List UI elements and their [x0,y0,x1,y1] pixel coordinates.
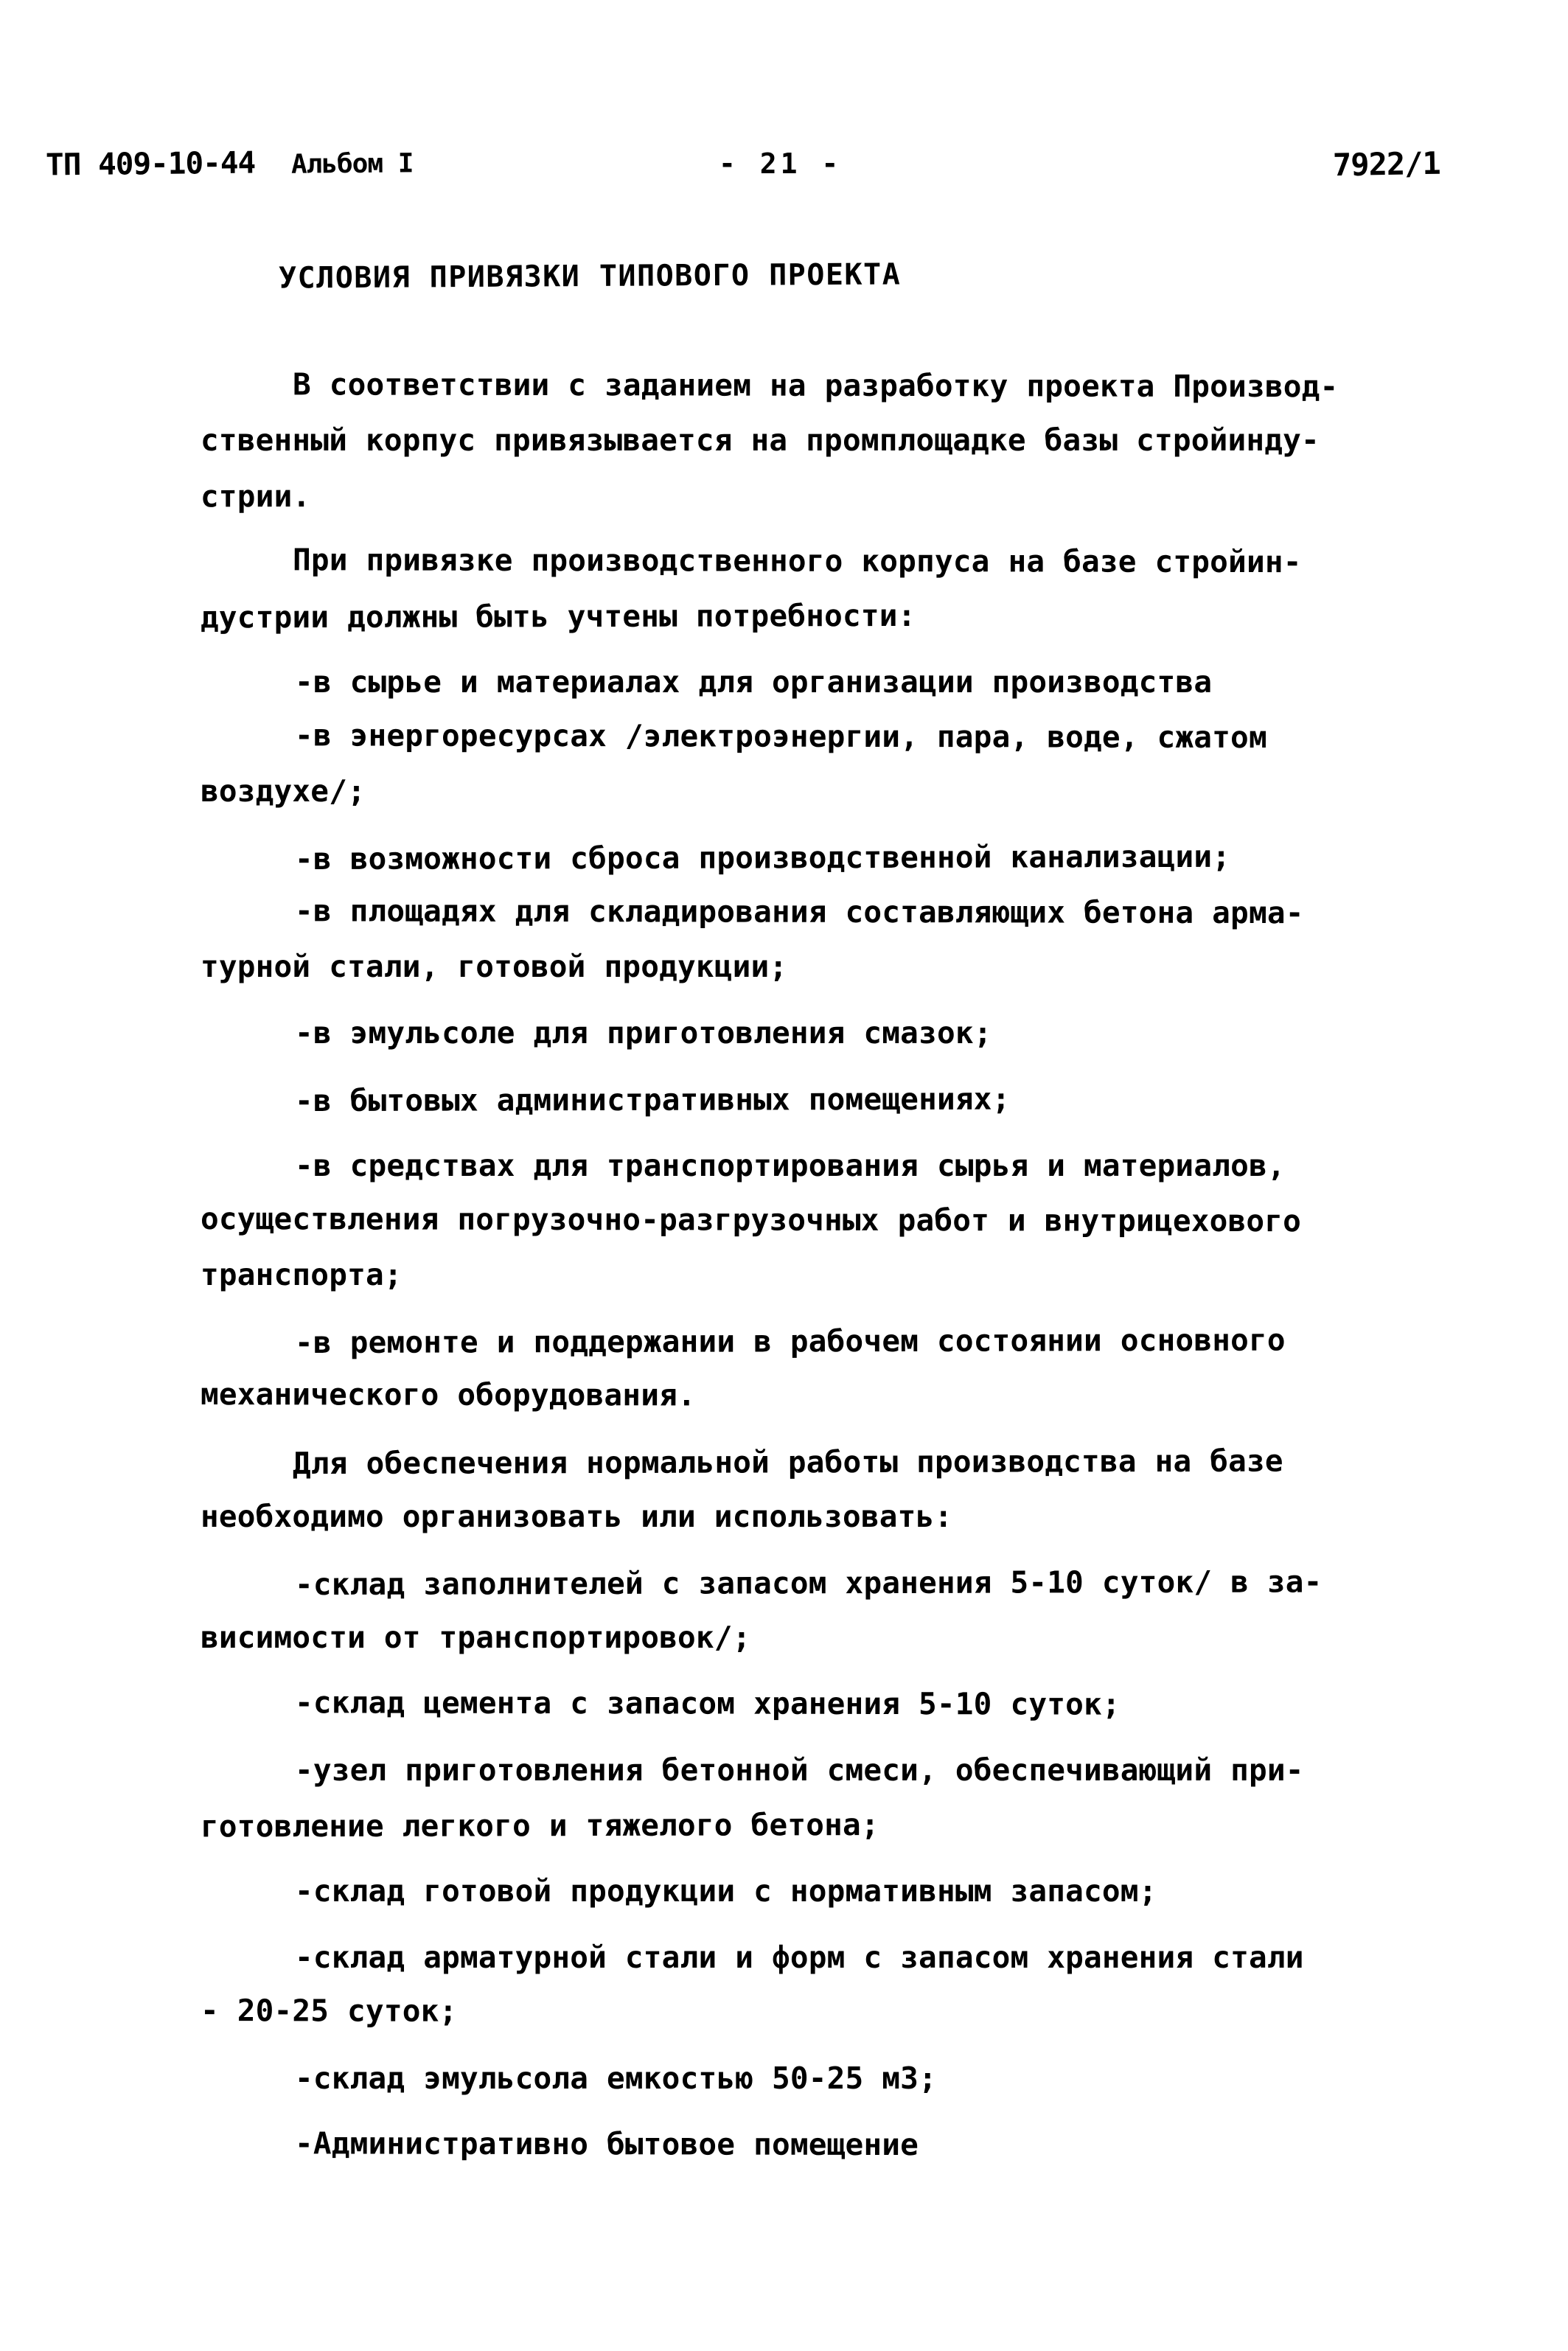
line-spacer [0,1731,1568,1743]
document-code: ТП 409-10-44 [45,144,256,183]
list-item-line: -склад заполнителей с запасом хранения 5-10 суток/ в за- [294,1564,1323,1603]
list-item-line: -склад готовой продукции с нормативным запасом; [295,1873,1157,1909]
list-item-line: -склад арматурной стали и форм с запасом хранения стали [295,1940,1304,1975]
continuation-line: механического оборудования. [200,1376,696,1413]
line-spacer [0,1918,1568,1930]
list-item-line: -в средствах для транспортирования сырья и материалов, [295,1148,1286,1183]
list-item-line: -в бытовых административных помещениях; [294,1081,1011,1119]
continuation-line: необходимо организовать или использовать: [201,1499,953,1534]
album-label: Альбом I [290,148,414,180]
list-item-line: -в возможности сброса производственной канализации; [294,838,1231,877]
page-number: - 21 - [719,147,843,180]
list-item-line: -склад эмульсола емкостью 50-25 м3; [295,2061,937,2096]
continuation-line: транспорта; [201,1257,403,1292]
list-item-line: -в эмульсоле для приготовления смазок; [295,1015,992,1051]
line-spacer [0,643,1568,655]
paragraph-line: В соответствии с заданием на разработку проекта Производ- [292,366,1339,405]
paragraph-line: Для обеспечения нормальной работы производства на базе [292,1443,1283,1482]
continuation-line: готовление легкого и тяжелого бетона; [200,1807,879,1845]
page-header [0,146,1568,198]
line-spacer [0,1126,1568,1138]
continuation-line: стрии. [200,478,311,515]
continuation-line: - 20-25 суток; [200,1993,458,2029]
list-item-line: -в ремонте и поддержании в рабочем состоянии основного [294,1322,1286,1361]
line-spacer [0,1852,1568,1864]
paragraph-line: При привязке производственного корпуса на базе стройин- [292,542,1302,580]
continuation-line: висимости от транспортировок/; [201,1620,751,1655]
page-title: УСЛОВИЯ ПРИВЯЗКИ ТИПОВОГО ПРОЕКТА [278,257,902,296]
continuation-line: ственный корпус привязывается на промплощадке базы стройинду- [201,422,1320,458]
list-item-line: -склад цемента с запасом хранения 5-10 суток; [294,1685,1121,1722]
list-item-line: -в площадях для складирования составляющих бетона арма- [294,893,1304,931]
document-body [0,358,1568,2172]
continuation-line: турной стали, готовой продукции; [201,949,788,984]
sheet-code: 7922/1 [1332,144,1441,184]
line-spacer [0,2039,1568,2051]
continuation-line: осуществления погрузочно-разгрузочных работ и внутрицехового [200,1201,1302,1239]
list-item-line: -в сырье и материалах для организации производства [295,664,1213,700]
line-spacer [0,994,1568,1006]
list-item-line: -Административно бытовое помещение [294,2125,919,2163]
list-item-line: -в энергоресурсах /электроэнергии, пара, воде, сжатом [294,717,1267,756]
continuation-line: дустрии должны быть учтены потребности: [200,597,916,635]
list-item-line: -узел приготовления бетонной смеси, обеспечивающий при- [295,1752,1304,1788]
continuation-line: воздухе/; [201,773,366,809]
